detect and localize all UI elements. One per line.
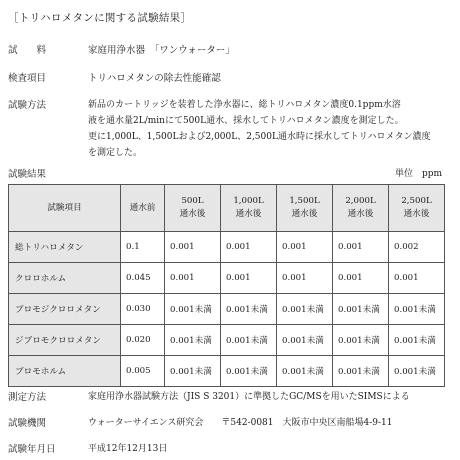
cell-value: 0.020 (121, 325, 165, 356)
header-2000 (333, 185, 389, 232)
method-label: 試験方法 (8, 100, 47, 111)
header-1500-after: 通水後 (291, 209, 318, 219)
cell-value: 0.001未満 (277, 325, 333, 356)
cell-value: 0.002 (389, 232, 445, 263)
cell-value: 0.1 (121, 232, 165, 263)
date-label: 試験年月日 (8, 444, 56, 455)
table-row (9, 325, 445, 356)
institution-label: 試験機関 (8, 418, 47, 429)
cell-value: 0.001未満 (389, 325, 445, 356)
table-row (9, 356, 445, 387)
method-line: 更に1,000L、1,500Lおよび2,000L、2,500L通水時に採水してトリハロメタン濃度 (88, 132, 431, 142)
header-2000-volume: 2,000L (345, 196, 376, 206)
header-1000-after: 通水後 (235, 209, 262, 219)
cell-value: 0.001未満 (221, 356, 277, 387)
cell-value: 0.001 (333, 232, 389, 263)
results-table (8, 184, 445, 387)
header-item: 試験項目 (9, 185, 121, 232)
method-line: 新品のカートリッジを装着した浄水器に、総トリハロメタン濃度0.1ppm水溶 (88, 100, 401, 110)
cell-value: 0.001 (165, 263, 221, 294)
cell-value: 0.001未満 (389, 356, 445, 387)
sample-value: 家庭用浄水器 「ワンウォーター」 (88, 45, 235, 56)
sample-label: 試 料 (8, 45, 47, 56)
row-item: クロロホルム (9, 263, 121, 294)
table-row (9, 294, 445, 325)
cell-value: 0.001未満 (221, 325, 277, 356)
header-1500 (277, 185, 333, 232)
date-value: 平成12年12月13日 (88, 444, 168, 454)
document-title: ［トリハロメタンに関する試験結果］ (8, 12, 192, 24)
cell-value: 0.001 (277, 232, 333, 263)
cell-value: 0.001 (333, 263, 389, 294)
method-description (88, 97, 454, 161)
cell-value: 0.001 (277, 263, 333, 294)
cell-value: 0.001 (165, 232, 221, 263)
header-2500-volume: 2,500L (401, 196, 432, 206)
table-row (9, 232, 445, 263)
institution-value: ウォーターサイエンス研究会 〒542-0081 大阪市中央区南船場4-9-11 (88, 418, 393, 428)
cell-value: 0.001未満 (333, 325, 389, 356)
header-1500-volume: 1,500L (289, 196, 320, 206)
method-line: を測定した。 (88, 148, 143, 158)
cell-value: 0.005 (121, 356, 165, 387)
header-before: 通水前 (121, 185, 165, 232)
inspection-value: トリハロメタンの除去性能確認 (88, 73, 221, 84)
header-500-after: 通水後 (179, 209, 206, 219)
method-line: 液を通水量2L/minにて500L通水、採水してトリハロメタン濃度を測定した。 (88, 116, 404, 126)
cell-value: 0.001未満 (277, 294, 333, 325)
cell-value: 0.001 (389, 263, 445, 294)
cell-value: 0.001未満 (165, 356, 221, 387)
row-item: ジブロモクロロメタン (9, 325, 121, 356)
unit-label: 単位 ppm (394, 169, 442, 179)
header-2000-after: 通水後 (347, 209, 374, 219)
cell-value: 0.001未満 (277, 356, 333, 387)
cell-value: 0.001未満 (333, 294, 389, 325)
results-label: 試験結果 (8, 169, 47, 180)
cell-value: 0.001未満 (165, 294, 221, 325)
cell-value: 0.045 (121, 263, 165, 294)
header-500 (165, 185, 221, 232)
cell-value: 0.001未満 (333, 356, 389, 387)
table-row (9, 263, 445, 294)
header-1000 (221, 185, 277, 232)
cell-value: 0.001未満 (389, 294, 445, 325)
measurement-label: 測定方法 (8, 392, 47, 403)
header-2500-after: 通水後 (403, 209, 430, 219)
cell-value: 0.001未満 (165, 325, 221, 356)
header-1000-volume: 1,000L (233, 196, 264, 206)
row-item: 総トリハロメタン (9, 232, 121, 263)
cell-value: 0.001未満 (221, 294, 277, 325)
inspection-label: 検査項目 (8, 73, 47, 84)
cell-value: 0.001 (221, 232, 277, 263)
row-item: ブロモホルム (9, 356, 121, 387)
header-500-volume: 500L (181, 196, 204, 206)
row-item: ブロモジクロロメタン (9, 294, 121, 325)
cell-value: 0.030 (121, 294, 165, 325)
cell-value: 0.001 (221, 263, 277, 294)
header-2500 (389, 185, 445, 232)
table-header-row (9, 185, 445, 232)
measurement-value: 家庭用浄水器試験方法（JIS S 3201）に準拠したGC/MSを用いたSIMSによる (88, 392, 410, 402)
